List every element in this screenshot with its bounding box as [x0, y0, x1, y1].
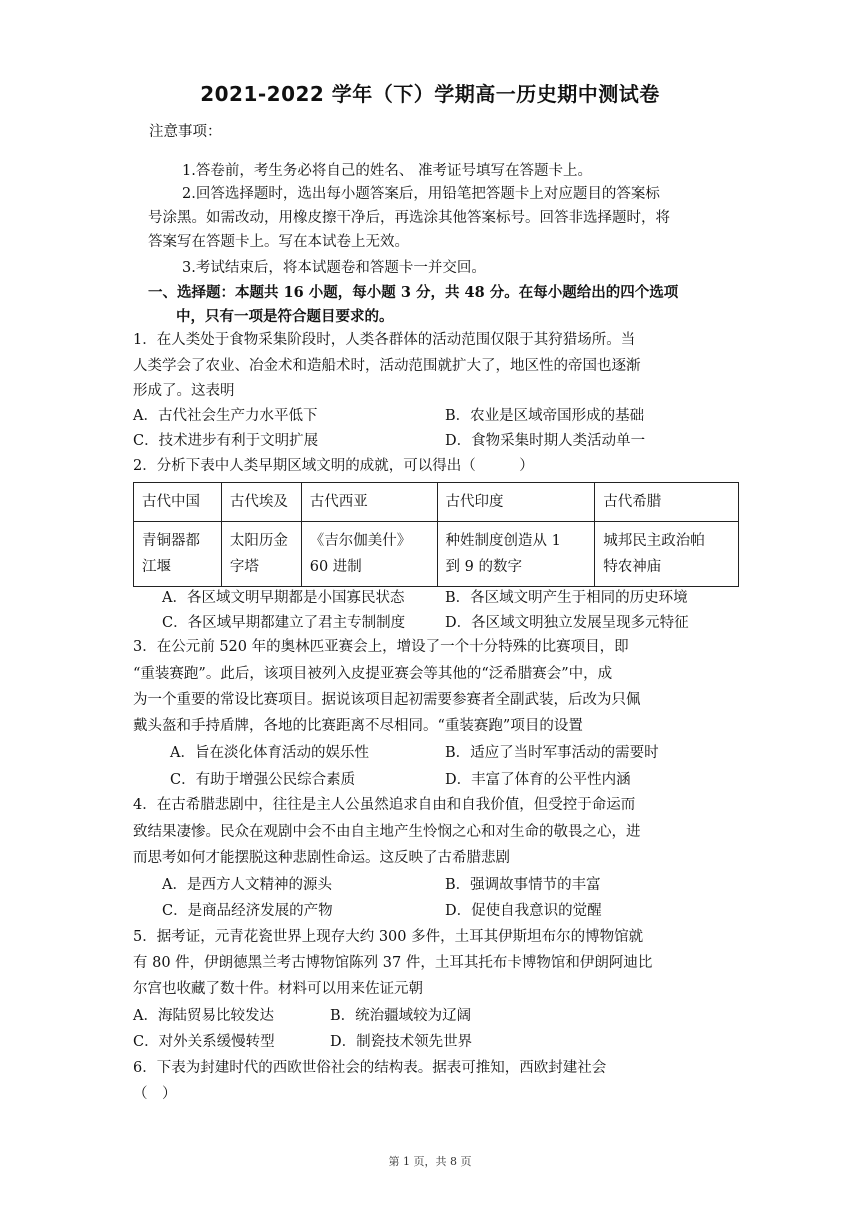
section-1-heading-line-1: 一、选择题：本题共 16 小题，每小题 3 分，共 48 分。在每小题给出的四个选项	[148, 284, 679, 301]
question-5-line-1: 5．据考证，元青花瓷世界上现存大约 300 多件，土耳其伊斯坦布尔的博物馆就	[133, 929, 644, 945]
table-cell: 种姓制度创造从 1 到 9 的数字	[437, 522, 595, 587]
table-header-cell: 古代西亚	[301, 483, 437, 522]
question-5-line-3: 尔宫也收藏了数十件。材料可以用来佐证元朝	[133, 981, 423, 997]
page-title: 2021-2022 学年（下）学期高一历史期中测试卷	[200, 82, 660, 106]
question-6-line-2: （ ）	[133, 1086, 177, 1102]
question-5-line-2: 有 80 件，伊朗德黑兰考古博物馆陈列 37 件，土耳其托布卡博物馆和伊朗阿迪比	[133, 955, 653, 971]
question-4-option-b: B．强调故事情节的丰富	[445, 877, 601, 893]
notice-item-3: 3.考试结束后，将本试题卷和答题卡一并交回。	[182, 260, 486, 276]
question-5-option-c: C．对外关系缓慢转型	[133, 1034, 275, 1050]
question-2-option-a: A．各区域文明早期都是小国寡民状态	[162, 590, 405, 606]
question-1-line-2: 人类学会了农业、冶金术和造船术时，活动范围就扩大了，地区性的帝国也逐渐	[133, 358, 641, 374]
page-footer: 第 1 页，共 8 页	[388, 1155, 472, 1168]
table-header-cell: 古代埃及	[221, 483, 301, 522]
table-row	[134, 522, 739, 587]
notice-item-2-line-3: 答案写在答题卡上。写在本试卷上无效。	[148, 234, 409, 250]
table-cell: 城邦民主政治帕 特农神庙	[595, 522, 739, 587]
question-3-line-1: 3．在公元前 520 年的奥林匹亚赛会上，增设了一个十分特殊的比赛项目，即	[133, 639, 629, 655]
question-2-option-d: D．各区域文明独立发展呈现多元特征	[445, 615, 689, 631]
question-4-option-c: C．是商品经济发展的产物	[162, 903, 333, 919]
table-cell: 《吉尔伽美什》 60 进制	[301, 522, 437, 587]
table-header-cell: 古代中国	[134, 483, 222, 522]
notice-item-1: 1.答卷前，考生务必将自己的姓名、 准考证号填写在答题卡上。	[182, 163, 592, 179]
question-1-option-d: D．食物采集时期人类活动单一	[445, 433, 646, 449]
question-5-option-b: B．统治疆域较为辽阔	[330, 1008, 472, 1024]
question-5-option-d: D．制瓷技术领先世界	[330, 1034, 473, 1050]
question-2-stem: 2．分析下表中人类早期区域文明的成就，可以得出（ ）	[133, 458, 534, 474]
question-6-line-1: 6．下表为封建时代的西欧世俗社会的结构表。据表可推知，西欧封建社会	[133, 1060, 607, 1076]
notice-heading: 注意事项：	[149, 124, 222, 140]
section-1-heading-line-2: 中，只有一项是符合题目要求的。	[176, 308, 394, 325]
question-1-option-b: B．农业是区域帝国形成的基础	[445, 408, 645, 424]
question-5-option-a: A．海陆贸易比较发达	[133, 1008, 274, 1024]
question-3-option-b: B．适应了当时军事活动的需要时	[445, 745, 659, 761]
question-3-option-c: C．有助于增强公民综合素质	[170, 772, 356, 788]
question-4-line-3: 而思考如何才能摆脱这种悲剧性命运。这反映了古希腊悲剧	[133, 850, 510, 866]
question-3-option-d: D．丰富了体育的公平性内涵	[445, 772, 631, 788]
question-4-line-2: 致结果凄惨。民众在观剧中会不由自主地产生怜悯之心和对生命的敬畏之心，进	[133, 824, 641, 840]
question-1-option-a: A．古代社会生产力水平低下	[133, 408, 318, 424]
question-2-option-b: B．各区域文明产生于相同的历史环境	[445, 590, 688, 606]
table-cell: 太阳历金 字塔	[221, 522, 301, 587]
question-3-line-3: 为一个重要的常设比赛项目。据说该项目起初需要参赛者全副武装，后改为只佩	[133, 692, 641, 708]
table-header-row	[134, 483, 739, 522]
table-header-cell: 古代印度	[437, 483, 595, 522]
question-4-line-1: 4．在古希腊悲剧中，往往是主人公虽然追求自由和自我价值，但受控于命运而	[133, 797, 636, 813]
question-2-option-c: C．各区域早期都建立了君主专制制度	[162, 615, 406, 631]
table-header-cell: 古代希腊	[595, 483, 739, 522]
question-4-option-d: D．促使自我意识的觉醒	[445, 903, 602, 919]
question-1-line-3: 形成了。这表明	[133, 383, 235, 399]
question-4-option-a: A．是西方人文精神的源头	[162, 877, 332, 893]
question-3-line-4: 戴头盔和手持盾牌，各地的比赛距离不尽相同。“重装赛跑”项目的设置	[133, 718, 583, 734]
notice-item-2-line-2: 号涂黑。如需改动，用橡皮擦干净后，再选涂其他答案标号。回答非选择题时，将	[148, 210, 670, 226]
question-3-option-a: A．旨在淡化体育活动的娱乐性	[170, 745, 369, 761]
civilization-table	[133, 482, 739, 587]
question-3-line-2: “重装赛跑”。此后，该项目被列入皮提亚赛会等其他的“泛希腊赛会”中，成	[133, 666, 613, 682]
question-1-option-c: C．技术进步有利于文明扩展	[133, 433, 319, 449]
notice-item-2-line-1: 2.回答选择题时，选出每小题答案后，用铅笔把答题卡上对应题目的答案标	[182, 186, 660, 202]
question-1-line-1: 1．在人类处于食物采集阶段时，人类各群体的活动范围仅限于其狩猎场所。当	[133, 332, 636, 348]
table-cell: 青铜器都 江堰	[134, 522, 222, 587]
